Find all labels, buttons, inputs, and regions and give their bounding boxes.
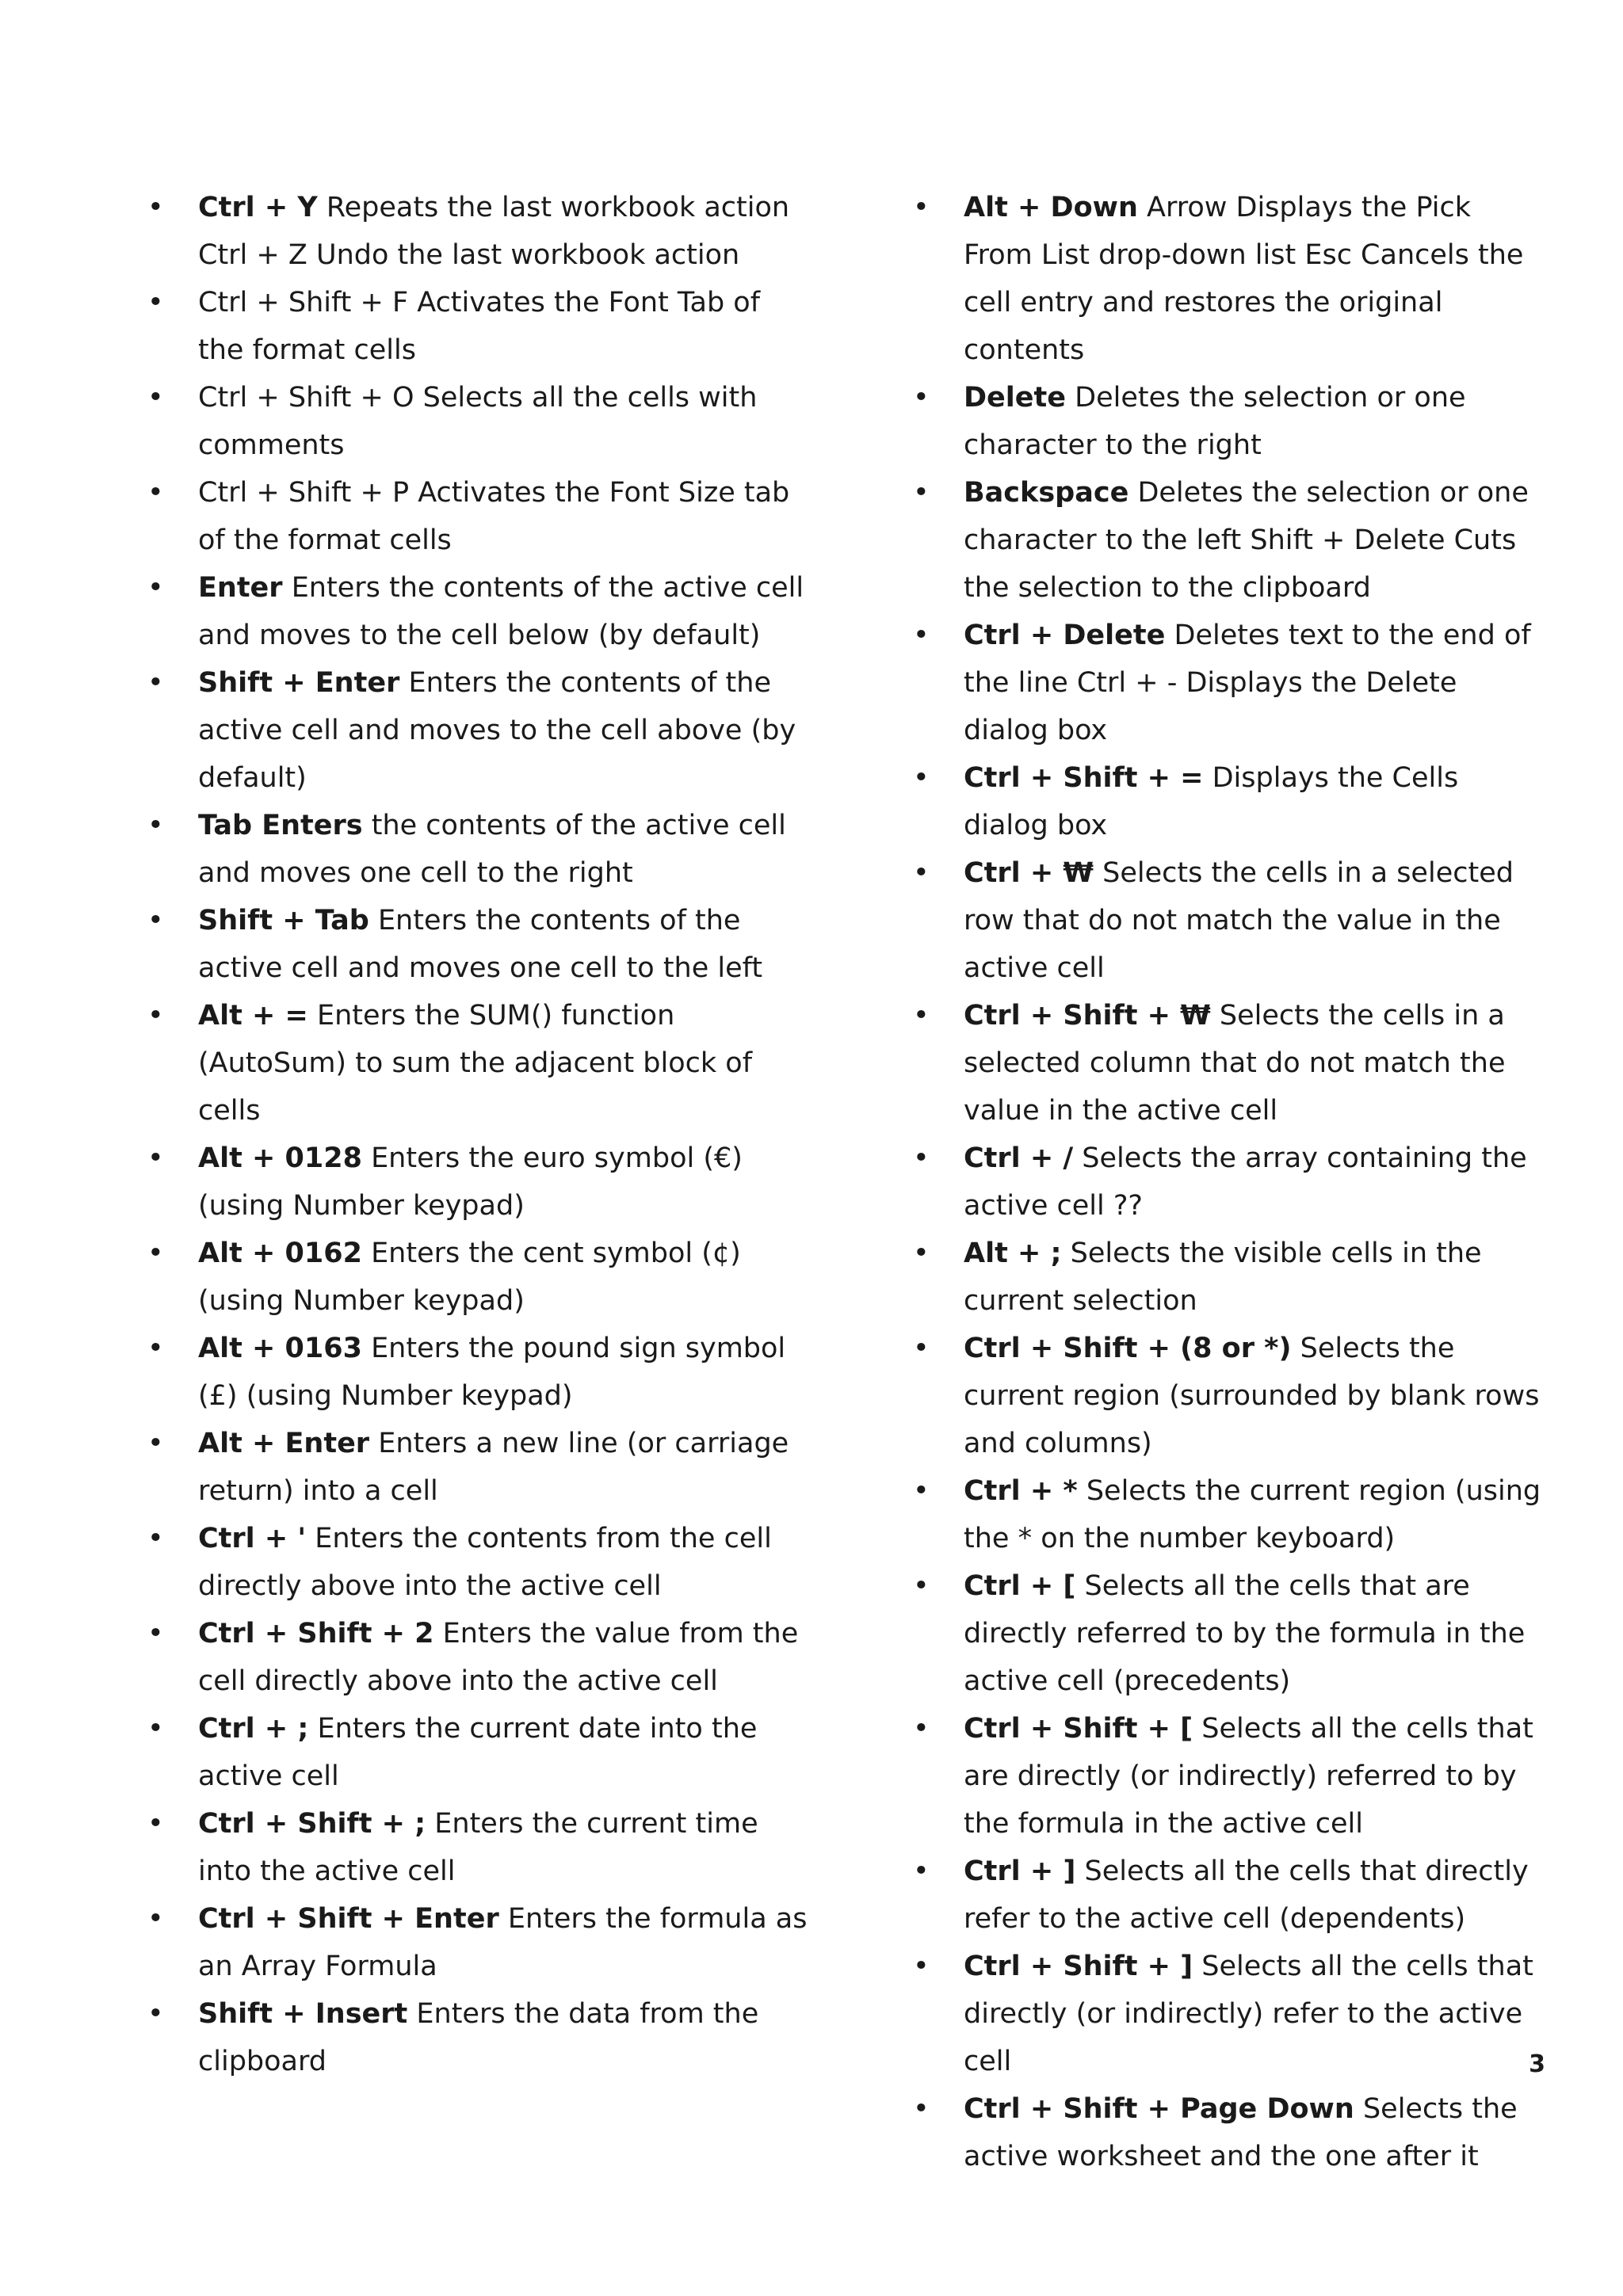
- list-item: [147, 992, 813, 1135]
- shortcut-description: Enters the value from the cell directly above into the active cell: [198, 1618, 799, 1697]
- list-item: [147, 374, 813, 469]
- left-column: [147, 184, 813, 2085]
- bullet-icon: •: [147, 572, 164, 604]
- bullet-icon: •: [913, 1238, 930, 1269]
- bullet-icon: •: [913, 1333, 930, 1364]
- shortcut-key: Ctrl + Shift + =: [964, 762, 1204, 794]
- list-item: [913, 1135, 1547, 1230]
- list-item: [913, 1325, 1547, 1467]
- list-item: [147, 1895, 813, 1990]
- shortcut-description: Enters the contents of the active cell and moves to the cell below (by default): [198, 572, 804, 651]
- bullet-icon: •: [913, 762, 930, 794]
- shortcut-description: Repeats the last workbook action Ctrl + Z Undo the last workbook action: [198, 192, 790, 271]
- shortcut-key: Ctrl + *: [964, 1475, 1078, 1507]
- shortcut-key: Ctrl + /: [964, 1142, 1074, 1174]
- list-item: [147, 1990, 813, 2085]
- shortcut-description: Selects all the cells that are directly referred to by the formula in the active cell (precedents): [964, 1570, 1526, 1697]
- shortcut-description: Enters the SUM() function (AutoSum) to sum the adjacent block of cells: [198, 1000, 753, 1127]
- list-item: [913, 612, 1547, 754]
- bullet-icon: •: [147, 477, 164, 509]
- bullet-icon: •: [147, 1523, 164, 1554]
- shortcut-description: Enters the current time into the active cell: [198, 1808, 758, 1887]
- bullet-icon: •: [147, 1903, 164, 1935]
- list-item: [913, 1705, 1547, 1848]
- shortcut-key: Ctrl + ;: [198, 1713, 309, 1745]
- bullet-icon: •: [147, 1428, 164, 1459]
- list-item: [913, 1943, 1547, 2085]
- shortcut-description: the contents of the active cell and moves one cell to the right: [198, 810, 786, 889]
- bullet-icon: •: [913, 477, 930, 509]
- list-item: [147, 1800, 813, 1895]
- shortcut-description: Selects all the cells that directly refer to the active cell (dependents): [964, 1855, 1529, 1935]
- list-item: [147, 279, 813, 374]
- shortcut-key: Shift + Enter: [198, 667, 400, 699]
- shortcut-key: Ctrl + Delete: [964, 620, 1166, 651]
- shortcut-key: Ctrl + Shift + Page Down: [964, 2093, 1354, 2125]
- bullet-icon: •: [913, 1570, 930, 1602]
- shortcut-description: Arrow Displays the Pick From List drop-down list Esc Cancels the cell entry and restores the original contents: [964, 192, 1524, 366]
- bullet-icon: •: [913, 2093, 930, 2125]
- shortcut-description: Enters the pound sign symbol (£) (using Number keypad): [198, 1333, 786, 1412]
- shortcut-description: Enters the current date into the active cell: [198, 1713, 758, 1792]
- shortcut-key: Ctrl + Shift + Enter: [198, 1903, 499, 1935]
- list-item: [913, 1467, 1547, 1562]
- bullet-icon: •: [913, 1855, 930, 1887]
- list-item: [913, 184, 1547, 374]
- shortcut-description: Deletes the selection or one character to the right: [964, 382, 1466, 461]
- shortcut-key: Ctrl + Shift + ₩: [964, 1000, 1211, 1032]
- shortcut-description: Selects the cells in a selected row that do not match the value in the active cell: [964, 857, 1514, 984]
- list-item: [913, 469, 1547, 612]
- shortcut-key: Alt + ;: [964, 1238, 1062, 1269]
- shortcut-description: Selects all the cells that directly (or indirectly) refer to the active cell: [964, 1951, 1533, 2077]
- shortcut-key: Alt + Down: [964, 192, 1138, 223]
- bullet-icon: •: [147, 667, 164, 699]
- shortcut-description: Deletes text to the end of the line Ctrl + - Displays the Delete dialog box: [964, 620, 1531, 746]
- shortcut-key: Ctrl + ': [198, 1523, 307, 1554]
- list-item: [913, 374, 1547, 469]
- shortcut-description: Selects all the cells that are directly (or indirectly) referred to by the formula in the active cell: [964, 1713, 1533, 1840]
- list-item: [147, 469, 813, 564]
- page-number: 3: [1529, 2050, 1545, 2078]
- bullet-icon: •: [147, 905, 164, 936]
- bullet-icon: •: [913, 1713, 930, 1745]
- shortcut-description: Ctrl + Shift + P Activates the Font Size tab of the format cells: [198, 477, 790, 556]
- bullet-icon: •: [913, 1475, 930, 1507]
- shortcut-key: Alt + Enter: [198, 1428, 370, 1459]
- shortcut-description: Selects the visible cells in the current selection: [964, 1238, 1482, 1317]
- shortcut-description: Enters the contents from the cell directly above into the active cell: [198, 1523, 772, 1602]
- shortcut-key: Enter: [198, 572, 283, 604]
- shortcut-key: Shift + Insert: [198, 1998, 408, 2030]
- bullet-icon: •: [147, 382, 164, 414]
- bullet-icon: •: [147, 1142, 164, 1174]
- list-item: [913, 1230, 1547, 1325]
- shortcut-description: Ctrl + Shift + F Activates the Font Tab of the format cells: [198, 287, 761, 366]
- bullet-icon: •: [147, 1333, 164, 1364]
- shortcut-key: Ctrl + ]: [964, 1855, 1076, 1887]
- shortcut-key: Ctrl + Shift + ;: [198, 1808, 426, 1840]
- bullet-icon: •: [913, 192, 930, 223]
- bullet-icon: •: [147, 1618, 164, 1650]
- shortcut-description: Selects the array containing the active cell ??: [964, 1142, 1527, 1222]
- list-item: [913, 849, 1547, 992]
- shortcut-description: Deletes the selection or one character to the left Shift + Delete Cuts the selection to the clipboard: [964, 477, 1529, 604]
- shortcut-list-right: [913, 184, 1547, 2180]
- shortcut-key: Ctrl + ₩: [964, 857, 1094, 889]
- list-item: [147, 184, 813, 279]
- bullet-icon: •: [913, 1000, 930, 1032]
- right-column: [913, 184, 1547, 2180]
- shortcut-description: Selects the cells in a selected column that do not match the value in the active cell: [964, 1000, 1506, 1127]
- shortcut-description: Selects the current region (surrounded by blank rows and columns): [964, 1333, 1540, 1459]
- shortcut-description: Selects the current region (using the * on the number keyboard): [964, 1475, 1541, 1554]
- shortcut-description: Selects the active worksheet and the one after it: [964, 2093, 1518, 2172]
- shortcut-key: Ctrl + Shift + (8 or *): [964, 1333, 1292, 1364]
- bullet-icon: •: [913, 1951, 930, 1982]
- bullet-icon: •: [147, 1713, 164, 1745]
- shortcut-key: Ctrl + Shift + ]: [964, 1951, 1193, 1982]
- list-item: [913, 1848, 1547, 1943]
- list-item: [147, 1230, 813, 1325]
- shortcut-key: Alt + =: [198, 1000, 308, 1032]
- bullet-icon: •: [147, 810, 164, 841]
- list-item: [913, 754, 1547, 849]
- shortcut-description: Enters the contents of the active cell and moves one cell to the left: [198, 905, 763, 984]
- bullet-icon: •: [913, 1142, 930, 1174]
- bullet-icon: •: [147, 1238, 164, 1269]
- bullet-icon: •: [913, 857, 930, 889]
- shortcut-description: Enters the euro symbol (€) (using Number keypad): [198, 1142, 743, 1222]
- bullet-icon: •: [147, 192, 164, 223]
- list-item: [147, 1325, 813, 1420]
- shortcut-key: Tab Enters: [198, 810, 363, 841]
- shortcut-key: Alt + 0128: [198, 1142, 362, 1174]
- bullet-icon: •: [147, 1000, 164, 1032]
- list-item: [147, 1610, 813, 1705]
- shortcut-key: Alt + 0162: [198, 1238, 362, 1269]
- list-item: [913, 2085, 1547, 2180]
- list-item: [913, 992, 1547, 1135]
- shortcut-key: Ctrl + Shift + [: [964, 1713, 1193, 1745]
- shortcut-key: Backspace: [964, 477, 1129, 509]
- list-item: [147, 1515, 813, 1610]
- shortcut-key: Ctrl + Shift + 2: [198, 1618, 434, 1650]
- bullet-icon: •: [913, 382, 930, 414]
- bullet-icon: •: [913, 620, 930, 651]
- list-item: [147, 1135, 813, 1230]
- shortcut-key: Delete: [964, 382, 1066, 414]
- shortcut-key: Shift + Tab: [198, 905, 369, 936]
- list-item: [147, 1705, 813, 1800]
- shortcut-description: Enters the contents of the active cell and moves to the cell above (by default): [198, 667, 796, 794]
- list-item: [147, 564, 813, 659]
- bullet-icon: •: [147, 287, 164, 318]
- shortcut-key: Ctrl + [: [964, 1570, 1076, 1602]
- shortcut-list-left: [147, 184, 813, 2085]
- list-item: [147, 1420, 813, 1515]
- bullet-icon: •: [147, 1998, 164, 2030]
- list-item: [147, 897, 813, 992]
- shortcut-description: Enters the formula as an Array Formula: [198, 1903, 808, 1982]
- shortcut-description: Enters the data from the clipboard: [198, 1998, 759, 2077]
- list-item: [147, 802, 813, 897]
- shortcut-key: Alt + 0163: [198, 1333, 362, 1364]
- list-item: [913, 1562, 1547, 1705]
- shortcut-description: Ctrl + Shift + O Selects all the cells with comments: [198, 382, 758, 461]
- bullet-icon: •: [147, 1808, 164, 1840]
- list-item: [147, 659, 813, 802]
- shortcut-description: Displays the Cells dialog box: [964, 762, 1459, 841]
- shortcut-key: Ctrl + Y: [198, 192, 318, 223]
- shortcut-description: Enters a new line (or carriage return) into a cell: [198, 1428, 789, 1507]
- shortcut-description: Enters the cent symbol (¢) (using Number keypad): [198, 1238, 741, 1317]
